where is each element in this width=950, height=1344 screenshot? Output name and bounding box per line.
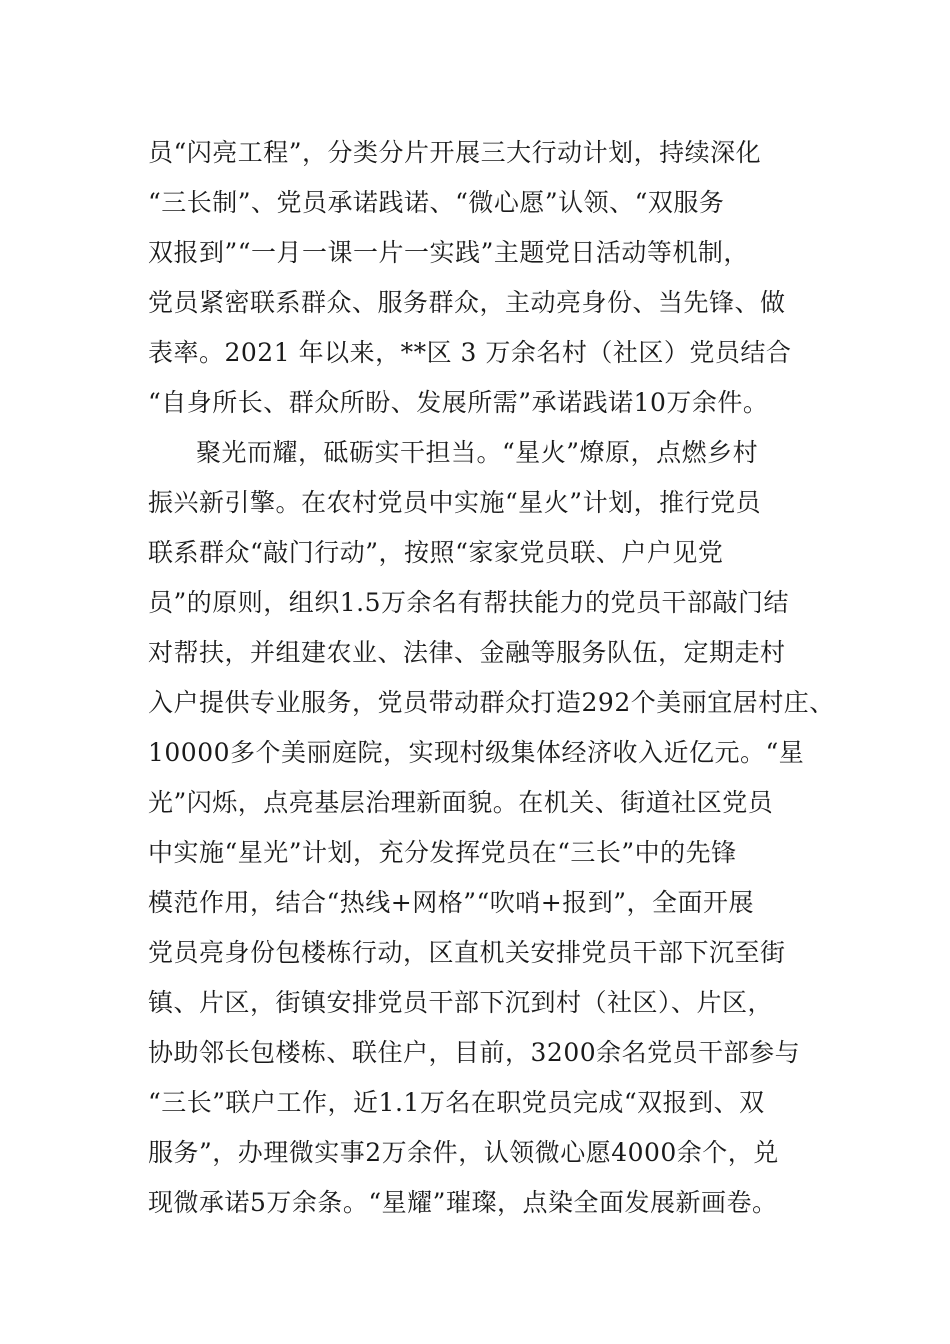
text-line: 光”闪烁，点亮基层治理新面貌。在机关、街道社区党员	[148, 788, 774, 817]
text-line: 表率。2021 年以来，**区 3 万余名村（社区）党员结合	[148, 338, 792, 367]
text-line: 联系群众“敲门行动”，按照“家家党员联、户户见党	[148, 538, 724, 567]
body-text	[148, 128, 835, 1228]
text-line: 现微承诺5万余条。“星耀”璀璨，点染全面发展新画卷。	[148, 1188, 778, 1217]
text-line: 党员亮身份包楼栋行动，区直机关安排党员干部下沉至街	[148, 938, 786, 967]
text-line: 服务”，办理微实事2万余件，认领微心愿4000余个，兑	[148, 1138, 779, 1167]
text-line: 振兴新引擎。在农村党员中实施“星火”计划，推行党员	[148, 488, 762, 517]
text-line: “三长制”、党员承诺践诺、“微心愿”认领、“双服务	[148, 188, 725, 217]
text-line: 10000多个美丽庭院，实现村级集体经济收入近亿元。“星	[148, 738, 805, 767]
text-line: “自身所长、群众所盼、发展所需”承诺践诺10万余件。	[148, 388, 769, 417]
paragraph-first-line: 聚光而耀，砥砺实干担当。“星火”燎原，点燃乡村	[196, 438, 759, 467]
text-line: 协助邻长包楼栋、联住户，目前，3200余名党员干部参与	[148, 1038, 801, 1067]
text-line: 对帮扶，并组建农业、法律、金融等服务队伍，定期走村	[148, 638, 786, 667]
text-line: 员“闪亮工程”，分类分片开展三大行动计划，持续深化	[148, 138, 762, 167]
text-line: “三长”联户工作，近1.1万名在职党员完成“双报到、双	[148, 1088, 765, 1117]
text-line: 双报到”“一月一课一片一实践”主题党日活动等机制，	[148, 238, 749, 267]
text-line: 镇、片区，街镇安排党员干部下沉到村（社区）、片区，	[148, 988, 774, 1017]
text-line: 模范作用，结合“热线+网格”“吹哨+报到”，全面开展	[148, 888, 755, 917]
text-line: 中实施“星光”计划，充分发挥党员在“三长”中的先锋	[148, 838, 737, 867]
text-line: 党员紧密联系群众、服务群众，主动亮身份、当先锋、做	[148, 288, 786, 317]
text-line: 入户提供专业服务，党员带动群众打造292个美丽宜居村庄、	[148, 688, 835, 717]
text-line: 员”的原则，组织1.5万余名有帮扶能力的党员干部敲门结	[148, 588, 790, 617]
